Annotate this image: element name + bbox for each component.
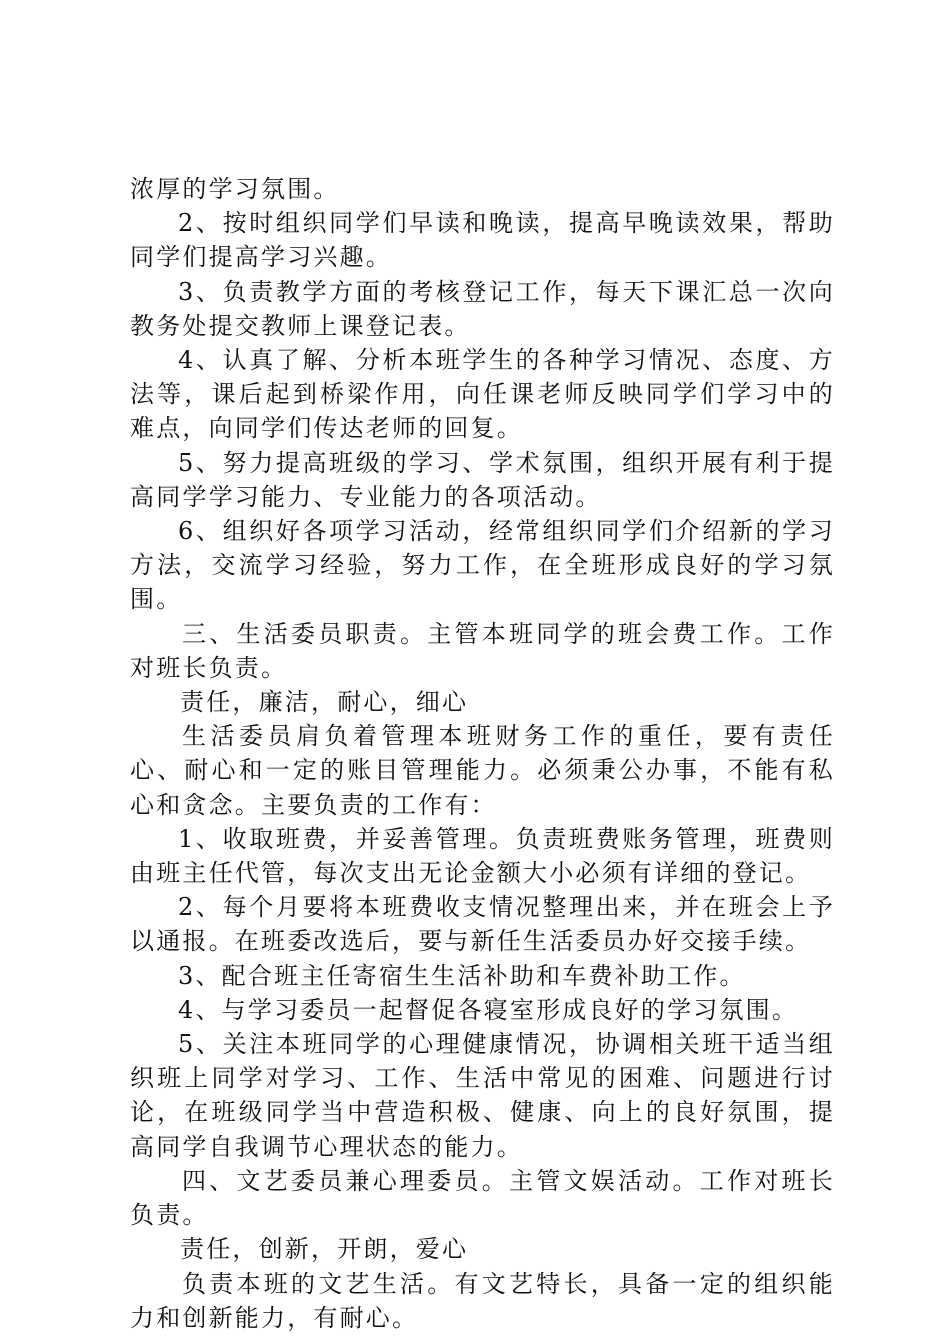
paragraph-item-1: 1、收取班费，并妥善管理。负责班费账务管理，班费则由班主任代管，每次支出无论金额大小必须有详细的登记。 — [130, 824, 835, 888]
section-heading-3: 三、生活委员职责。主管本班同学的班会费工作。工作对班长负责。 — [130, 619, 835, 682]
document-body — [130, 172, 835, 1335]
keywords-line-2: 责任，创新，开朗，爱心 — [180, 1235, 469, 1264]
paragraph-item-6: 6、组织好各项学习活动，经常组织同学们介绍新的学习方法，交流学习经验，努力工作，在全班形成良好的学习氛围。 — [130, 517, 835, 614]
paragraph-item-3b: 3、配合班主任寄宿生生活补助和车费补助工作。 — [178, 961, 746, 990]
paragraph-item-2b: 2、每个月要将本班费收支情况整理出来，并在班会上予以通报。在班委改选后，要与新任生活委员办好交接手续。 — [130, 893, 835, 956]
section-heading-4: 四、文艺委员兼心理委员。主管文娱活动。工作对班长负责。 — [130, 1166, 835, 1230]
paragraph-item-4b: 4、与学习委员一起督促各寝室形成良好的学习氛围。 — [178, 995, 799, 1024]
paragraph-item-3: 3、负责教学方面的考核登记工作，每天下课汇总一次向教务处提交教师上课登记表。 — [130, 277, 835, 340]
paragraph-item-5b: 5、关注本班同学的心理健康情况，协调相关班干适当组织班上同学对学习、工作、生活中常见的困难、问题进行讨论，在班级同学当中营造积极、健康、向上的良好氛围，提高同学自我调节心理状态的能力。 — [130, 1030, 835, 1161]
paragraph-item-4: 4、认真了解、分析本班学生的各种学习情况、态度、方法等，课后起到桥梁作用，向任课老师反映同学们学习中的难点，向同学们传达老师的回复。 — [130, 346, 835, 443]
paragraph-item-5: 5、努力提高班级的学习、学术氛围，组织开展有利于提高同学学习能力、专业能力的各项活动。 — [130, 448, 835, 511]
paragraph-intro: 生活委员肩负着管理本班财务工作的重任，要有责任心、耐心和一定的账目管理能力。必须秉公办事，不能有私心和贪念。主要负责的工作有： — [130, 722, 835, 819]
paragraph-continuation: 浓厚的学习氛围。 — [130, 175, 340, 203]
keywords-line: 责任，廉洁，耐心，细心 — [180, 688, 469, 717]
paragraph-item-2: 2、按时组织同学们早读和晚读，提高早晚读效果，帮助同学们提高学习兴趣。 — [130, 209, 835, 272]
paragraph-intro-2: 负责本班的文艺生活。有文艺特长，具备一定的组织能力和创新能力，有耐心。 — [130, 1269, 835, 1332]
